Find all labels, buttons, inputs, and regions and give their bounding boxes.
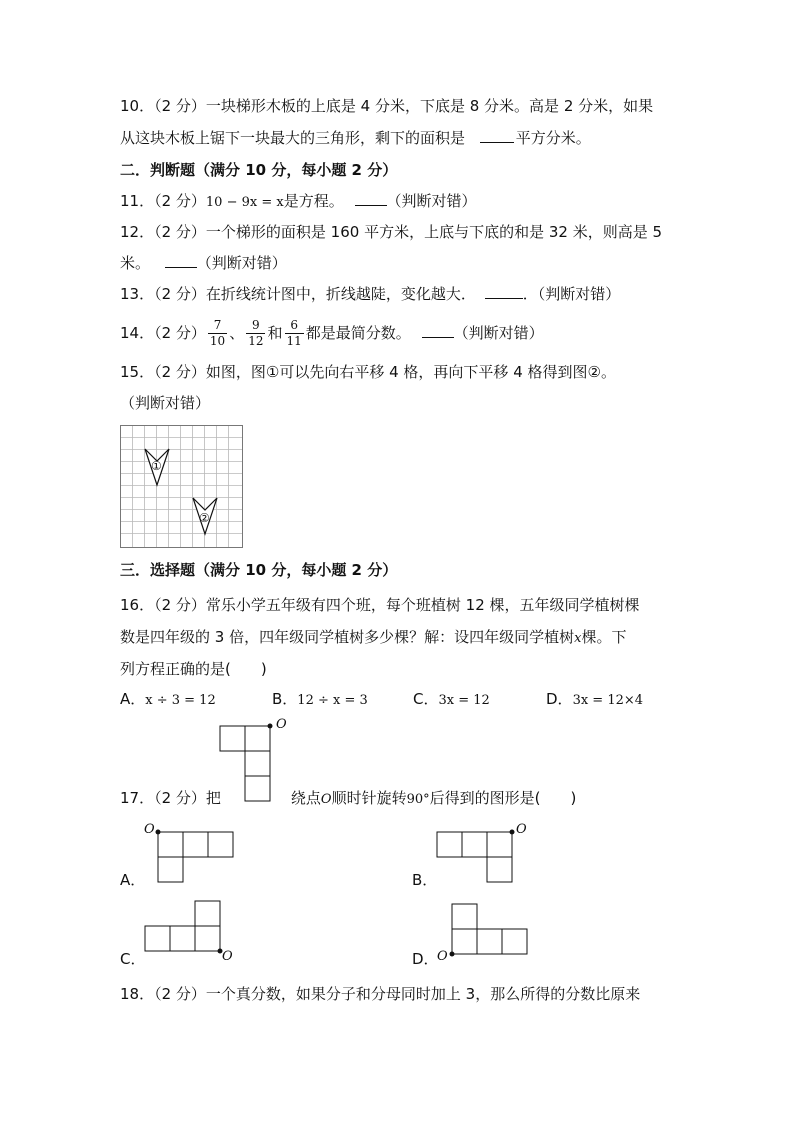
q15-line2: （判断对错） (120, 394, 211, 412)
q17-point-o (268, 724, 273, 729)
q14-separator: 、 (229, 324, 245, 342)
q17-option-a-label[interactable]: A． (120, 871, 146, 889)
q14-judge: （判断对错） (453, 324, 544, 342)
q16-variable: x (574, 631, 582, 646)
q10-line2-b: 平方分米。 (515, 129, 591, 147)
q17-option-d-figure[interactable] (451, 903, 529, 956)
q17-option-b-figure[interactable] (436, 831, 514, 884)
q17-option-a-o-label: O (144, 822, 155, 837)
q17-point: O (320, 792, 332, 807)
section3-title: 三．选择题（满分 10 分，每小题 2 分） (120, 561, 398, 579)
q16-option-d[interactable]: D．3x = 12×4 (546, 690, 644, 708)
q10-line2 (120, 127, 591, 149)
q11-answer-blank[interactable] (355, 191, 387, 206)
q17-original-o-label: O (276, 717, 287, 732)
q17-line (120, 787, 576, 811)
q17-suffix: 后得到的图形是( ) (429, 789, 577, 807)
q13-text: 13．（2 分）在折线统计图中，折线越陡，变化越大． (120, 285, 476, 303)
q11-line (120, 190, 477, 214)
q12-line2 (120, 252, 287, 274)
q17-prefix: 17．（2 分）把 (120, 789, 221, 807)
q11-equation: 10 − 9x = x (205, 195, 284, 210)
q17-option-d-label[interactable]: D． (412, 950, 439, 968)
q14-fraction-1: $\frac{7}{10}$ (209, 318, 226, 348)
q14-and: 和 (267, 324, 283, 342)
q17-option-c-o-label: O (222, 949, 233, 964)
q18-line1: 18．（2 分）一个真分数，如果分子和分母同时加上 3，那么所得的分数比原来 (120, 985, 641, 1003)
q14-fraction-3: $\frac{6}{11}$ (286, 318, 302, 348)
q15-label-1: ① (151, 459, 162, 473)
q17-option-c-label[interactable]: C． (120, 950, 146, 968)
q12-answer-blank[interactable] (165, 253, 197, 268)
section2-title: 二．判断题（满分 10 分，每小题 2 分） (120, 161, 398, 179)
q16-line3: 列方程正确的是( ) (120, 660, 267, 678)
q10-answer-blank[interactable] (480, 128, 514, 143)
q17-option-c-figure[interactable] (144, 900, 222, 953)
q14-answer-blank[interactable] (422, 323, 454, 338)
q14-prefix: 14．（2 分） (120, 324, 206, 342)
q13-line (120, 283, 620, 305)
q12-line2-a: 米。 (120, 254, 151, 272)
q16-line2-a: 数是四年级的 3 倍，四年级同学植树多少棵？解：设四年级同学植树 (120, 628, 575, 646)
q10-line2-a: 从这块木板上锯下一块最大的三角形，剩下的面积是 (120, 129, 466, 147)
q12-line1: 12．（2 分）一个梯形的面积是 160 平方米，上底与下底的和是 32 米，则高是 5 (120, 223, 663, 241)
q15-line1: 15．（2 分）如图，图①可以先向右平移 4 格，再向下平移 4 格得到图②。 (120, 363, 616, 381)
q12-judge: （判断对错） (196, 254, 287, 272)
q14-suffix: 都是最简分数。 (305, 324, 411, 342)
q16-option-a[interactable]: A．x ÷ 3 = 12 (120, 690, 216, 708)
q15-label-2: ② (199, 511, 210, 525)
q17-option-b-o-label: O (516, 822, 527, 837)
q17-middle-a: 绕点 (290, 789, 321, 807)
q11-prefix: 11．（2 分） (120, 192, 206, 210)
q17-option-d-o-label: O (437, 949, 448, 964)
q11-suffix: 是方程。 (283, 192, 344, 210)
q17-option-b-label[interactable]: B． (412, 871, 438, 889)
q17-angle: 90° (406, 792, 430, 807)
q17-middle-b: 顺时针旋转 (331, 789, 407, 807)
q11-judge: （判断对错） (386, 192, 477, 210)
q16-line1: 16．（2 分）常乐小学五年级有四个班，每个班植树 12 棵，五年级同学植树棵 (120, 596, 640, 614)
q16-line2 (120, 626, 626, 650)
q16-option-b[interactable]: B．12 ÷ x = 3 (272, 690, 368, 708)
q15-grid-figure (120, 425, 243, 548)
q16-option-c[interactable]: C．3x = 12 (413, 690, 490, 708)
q10-line1: 10．（2 分）一块梯形木板的上底是 4 分米，下底是 8 分米。高是 2 分米，如果 (120, 97, 654, 115)
q14-fraction-2: $\frac{9}{12}$ (248, 318, 264, 348)
q13-answer-blank[interactable] (485, 284, 523, 299)
q16-line2-b: 棵。下 (581, 628, 627, 646)
q13-judge: ．（判断对错） (522, 285, 621, 303)
q16-options (120, 688, 680, 710)
q17-option-a-figure[interactable] (157, 831, 235, 884)
q14-line (120, 316, 544, 350)
